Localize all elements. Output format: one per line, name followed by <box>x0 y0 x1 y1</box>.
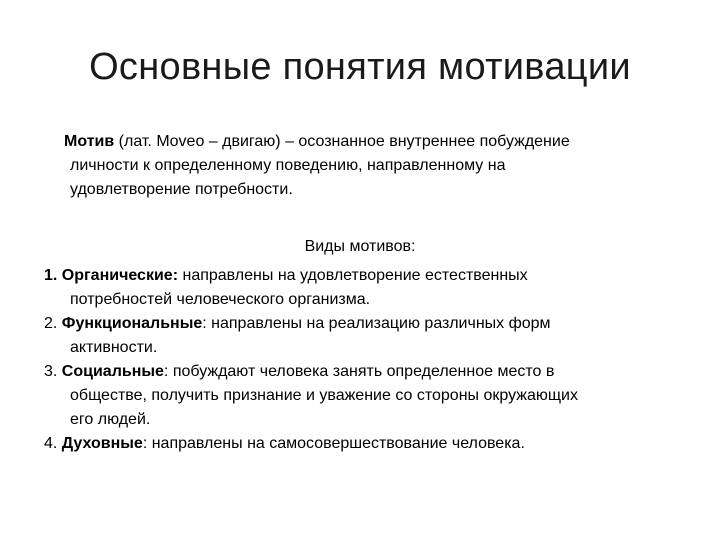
definition-term: Мотив <box>64 133 115 150</box>
item-text: : направлены на самосовершествование человека. <box>142 435 525 452</box>
list-item-spiritual <box>44 432 684 456</box>
definition-line-1 <box>60 130 660 154</box>
item-term: Функциональные <box>61 315 203 332</box>
list-item-organic <box>44 264 684 312</box>
item-text-continued: обществе, получить признание и уважение со стороны окружающих <box>70 387 578 404</box>
definition-line-2: личности к определенному поведению, направленному на <box>70 157 506 174</box>
definition-line-3: удовлетворение потребности. <box>70 181 293 198</box>
item-term: Органические: <box>61 267 179 284</box>
motive-types-list <box>44 264 684 456</box>
item-text: направлены на удовлетворение естественных <box>178 267 528 284</box>
item-text: : направлены на реализацию различных форм <box>202 315 551 332</box>
motive-definition <box>60 130 660 202</box>
list-item-functional <box>44 312 684 360</box>
item-text-continued: потребностей человеческого организма. <box>70 291 371 308</box>
item-text-continued: активности. <box>70 339 158 356</box>
item-number: 2. <box>44 315 62 332</box>
item-number: 4. <box>44 435 62 452</box>
slide-title: Основные понятия мотивации <box>89 46 631 88</box>
definition-text: (лат. Moveo – двигаю) – осознанное внутреннее побуждение <box>114 133 570 150</box>
item-number: 1. <box>44 267 62 284</box>
item-text: : побуждают человека занять определенное место в <box>163 363 555 380</box>
item-term: Духовные <box>61 435 143 452</box>
item-text-continued: его людей. <box>70 411 151 428</box>
item-term: Социальные <box>61 363 164 380</box>
list-item-social <box>44 360 684 432</box>
types-heading: Виды мотивов: <box>304 238 416 255</box>
item-number: 3. <box>44 363 62 380</box>
